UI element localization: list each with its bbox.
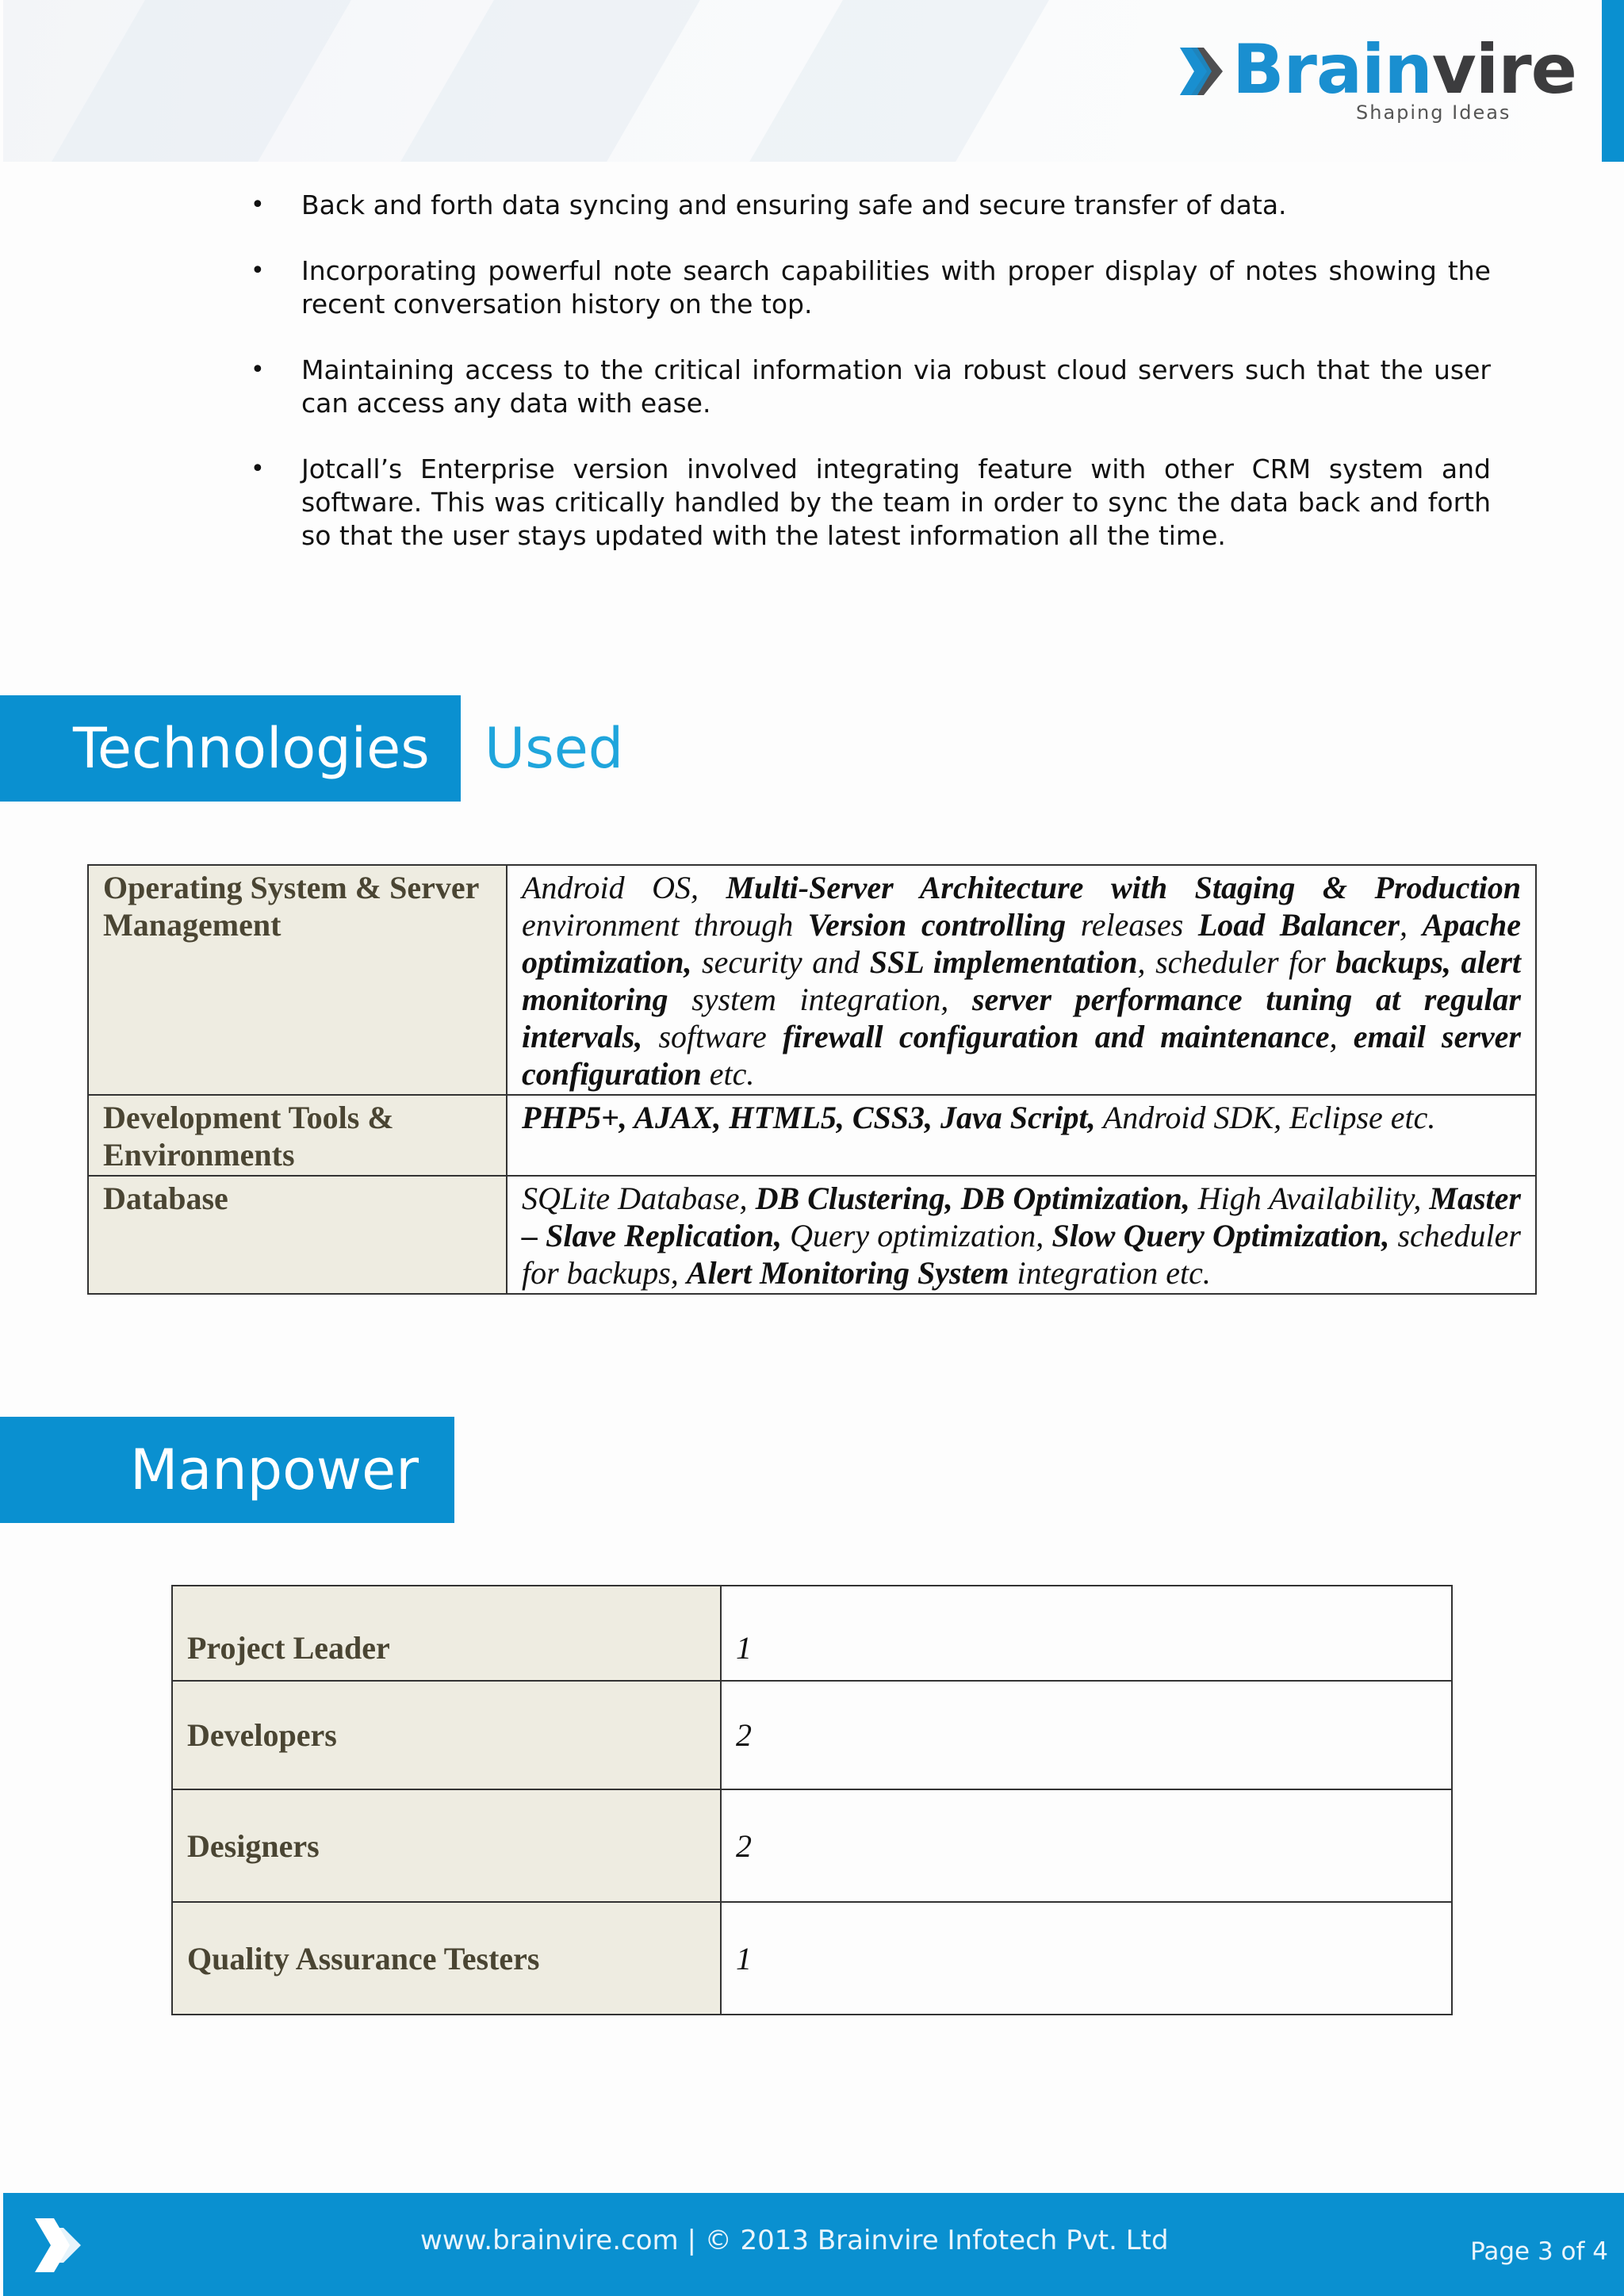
manpower-section-title: Manpower [0, 1417, 454, 1523]
bold-text-segment: firewall configuration and maintenance [782, 1019, 1330, 1054]
bold-text-segment: Multi-Server Architecture with Staging & Production [726, 870, 1522, 905]
header-accent-bar [1602, 0, 1624, 162]
table-row [172, 1902, 1452, 2015]
text-segment: High Availability, [1189, 1181, 1430, 1216]
bold-text-segment: SSL implementation [869, 944, 1138, 980]
header-decoration [52, 0, 351, 162]
text-segment: environment through [522, 907, 808, 943]
bold-text-segment: Load Balancer [1197, 907, 1400, 943]
page-header [3, 0, 1605, 162]
page-footer [3, 2193, 1624, 2296]
bold-text-segment: Version controlling [807, 907, 1067, 943]
feature-bullet-list [251, 189, 1491, 585]
table-key-cell: Operating System & Server Management [88, 865, 507, 1095]
role-cell: Quality Assurance Testers [172, 1902, 721, 2015]
table-row [172, 1681, 1452, 1789]
text-segment: security and [691, 944, 870, 980]
count-cell: 2 [721, 1789, 1452, 1902]
list-item: • Back and forth data syncing and ensuring safe and secure transfer of data. [251, 189, 1491, 222]
table-value-cell [507, 1176, 1536, 1294]
bold-text-segment: backups, alert monitoring [522, 944, 1521, 1017]
text-segment: , [1400, 907, 1423, 943]
text-segment: Android SDK, Eclipse etc. [1095, 1100, 1436, 1135]
bold-text-segment: Alert Monitoring System [686, 1255, 1009, 1291]
logo-wordmark: Brainvire [1232, 30, 1576, 109]
list-item: • Jotcall’s Enterprise version involved integrating feature with other CRM system and software. This was critically handled by the team in order to sync the data back and forth so that the user stays updated with the latest information all the time. [251, 453, 1491, 553]
bold-text-segment: Apache optimization, [522, 907, 1522, 980]
brainvire-footer-icon [35, 2217, 87, 2274]
brand-logo [1180, 30, 1576, 125]
list-item: • Incorporating powerful note search capabilities with proper display of notes showing the recent conversation history on the top. [251, 254, 1491, 321]
table-row [172, 1789, 1452, 1902]
header-decoration [400, 0, 700, 162]
technologies-table [87, 864, 1537, 1295]
page-number: Page 3 of 4 [1470, 2237, 1608, 2266]
table-row [88, 1176, 1536, 1294]
text-segment: integration etc. [1009, 1255, 1211, 1291]
text-segment: etc. [701, 1056, 755, 1092]
manpower-table [171, 1585, 1453, 2015]
text-segment: , [1329, 1019, 1354, 1054]
count-cell: 1 [721, 1586, 1452, 1681]
technologies-section-title: Technologies [0, 695, 461, 802]
bold-text-segment: Master – Slave Replication, [522, 1181, 1521, 1253]
list-item: • Maintaining access to the critical information via robust cloud servers such that the user can access any data with ease. [251, 354, 1491, 420]
table-key-cell: Database [88, 1176, 507, 1294]
bold-text-segment: PHP5+, AJAX, HTML5, CSS3, Java Script, [522, 1100, 1096, 1135]
table-key-cell: Development Tools & Environments [88, 1095, 507, 1176]
table-value-cell [507, 1095, 1536, 1176]
text-segment: SQLite Database, [522, 1181, 756, 1216]
role-cell: Designers [172, 1789, 721, 1902]
role-cell: Developers [172, 1681, 721, 1789]
bold-text-segment: Slow Query Optimization, [1051, 1218, 1390, 1253]
table-row [172, 1586, 1452, 1681]
role-cell: Project Leader [172, 1586, 721, 1681]
table-row [88, 1095, 1536, 1176]
count-cell: 2 [721, 1681, 1452, 1789]
technologies-section-title-suffix: Used [485, 716, 624, 781]
count-cell: 1 [721, 1902, 1452, 2015]
footer-copyright: www.brainvire.com | © 2013 Brainvire Infotech Pvt. Ltd [420, 2225, 1169, 2256]
text-segment: Query optimization, [782, 1218, 1052, 1253]
text-segment: scheduler for backups, [522, 1218, 1521, 1291]
bold-text-segment: server performance tuning at regular intervals, [522, 982, 1521, 1054]
text-segment: , scheduler for [1137, 944, 1336, 980]
logo-tagline: Shaping Ideas [1356, 101, 1511, 124]
text-segment: releases [1066, 907, 1198, 943]
brainvire-logo-icon [1180, 44, 1223, 98]
header-decoration [749, 0, 1049, 162]
bold-text-segment: email server configuration [522, 1019, 1521, 1092]
table-value-cell [507, 865, 1536, 1095]
text-segment: software [642, 1019, 783, 1054]
text-segment: Android OS, [522, 870, 726, 905]
text-segment: system integration, [668, 982, 972, 1017]
bold-text-segment: DB Clustering, DB Optimization, [755, 1181, 1190, 1216]
table-row [88, 865, 1536, 1095]
